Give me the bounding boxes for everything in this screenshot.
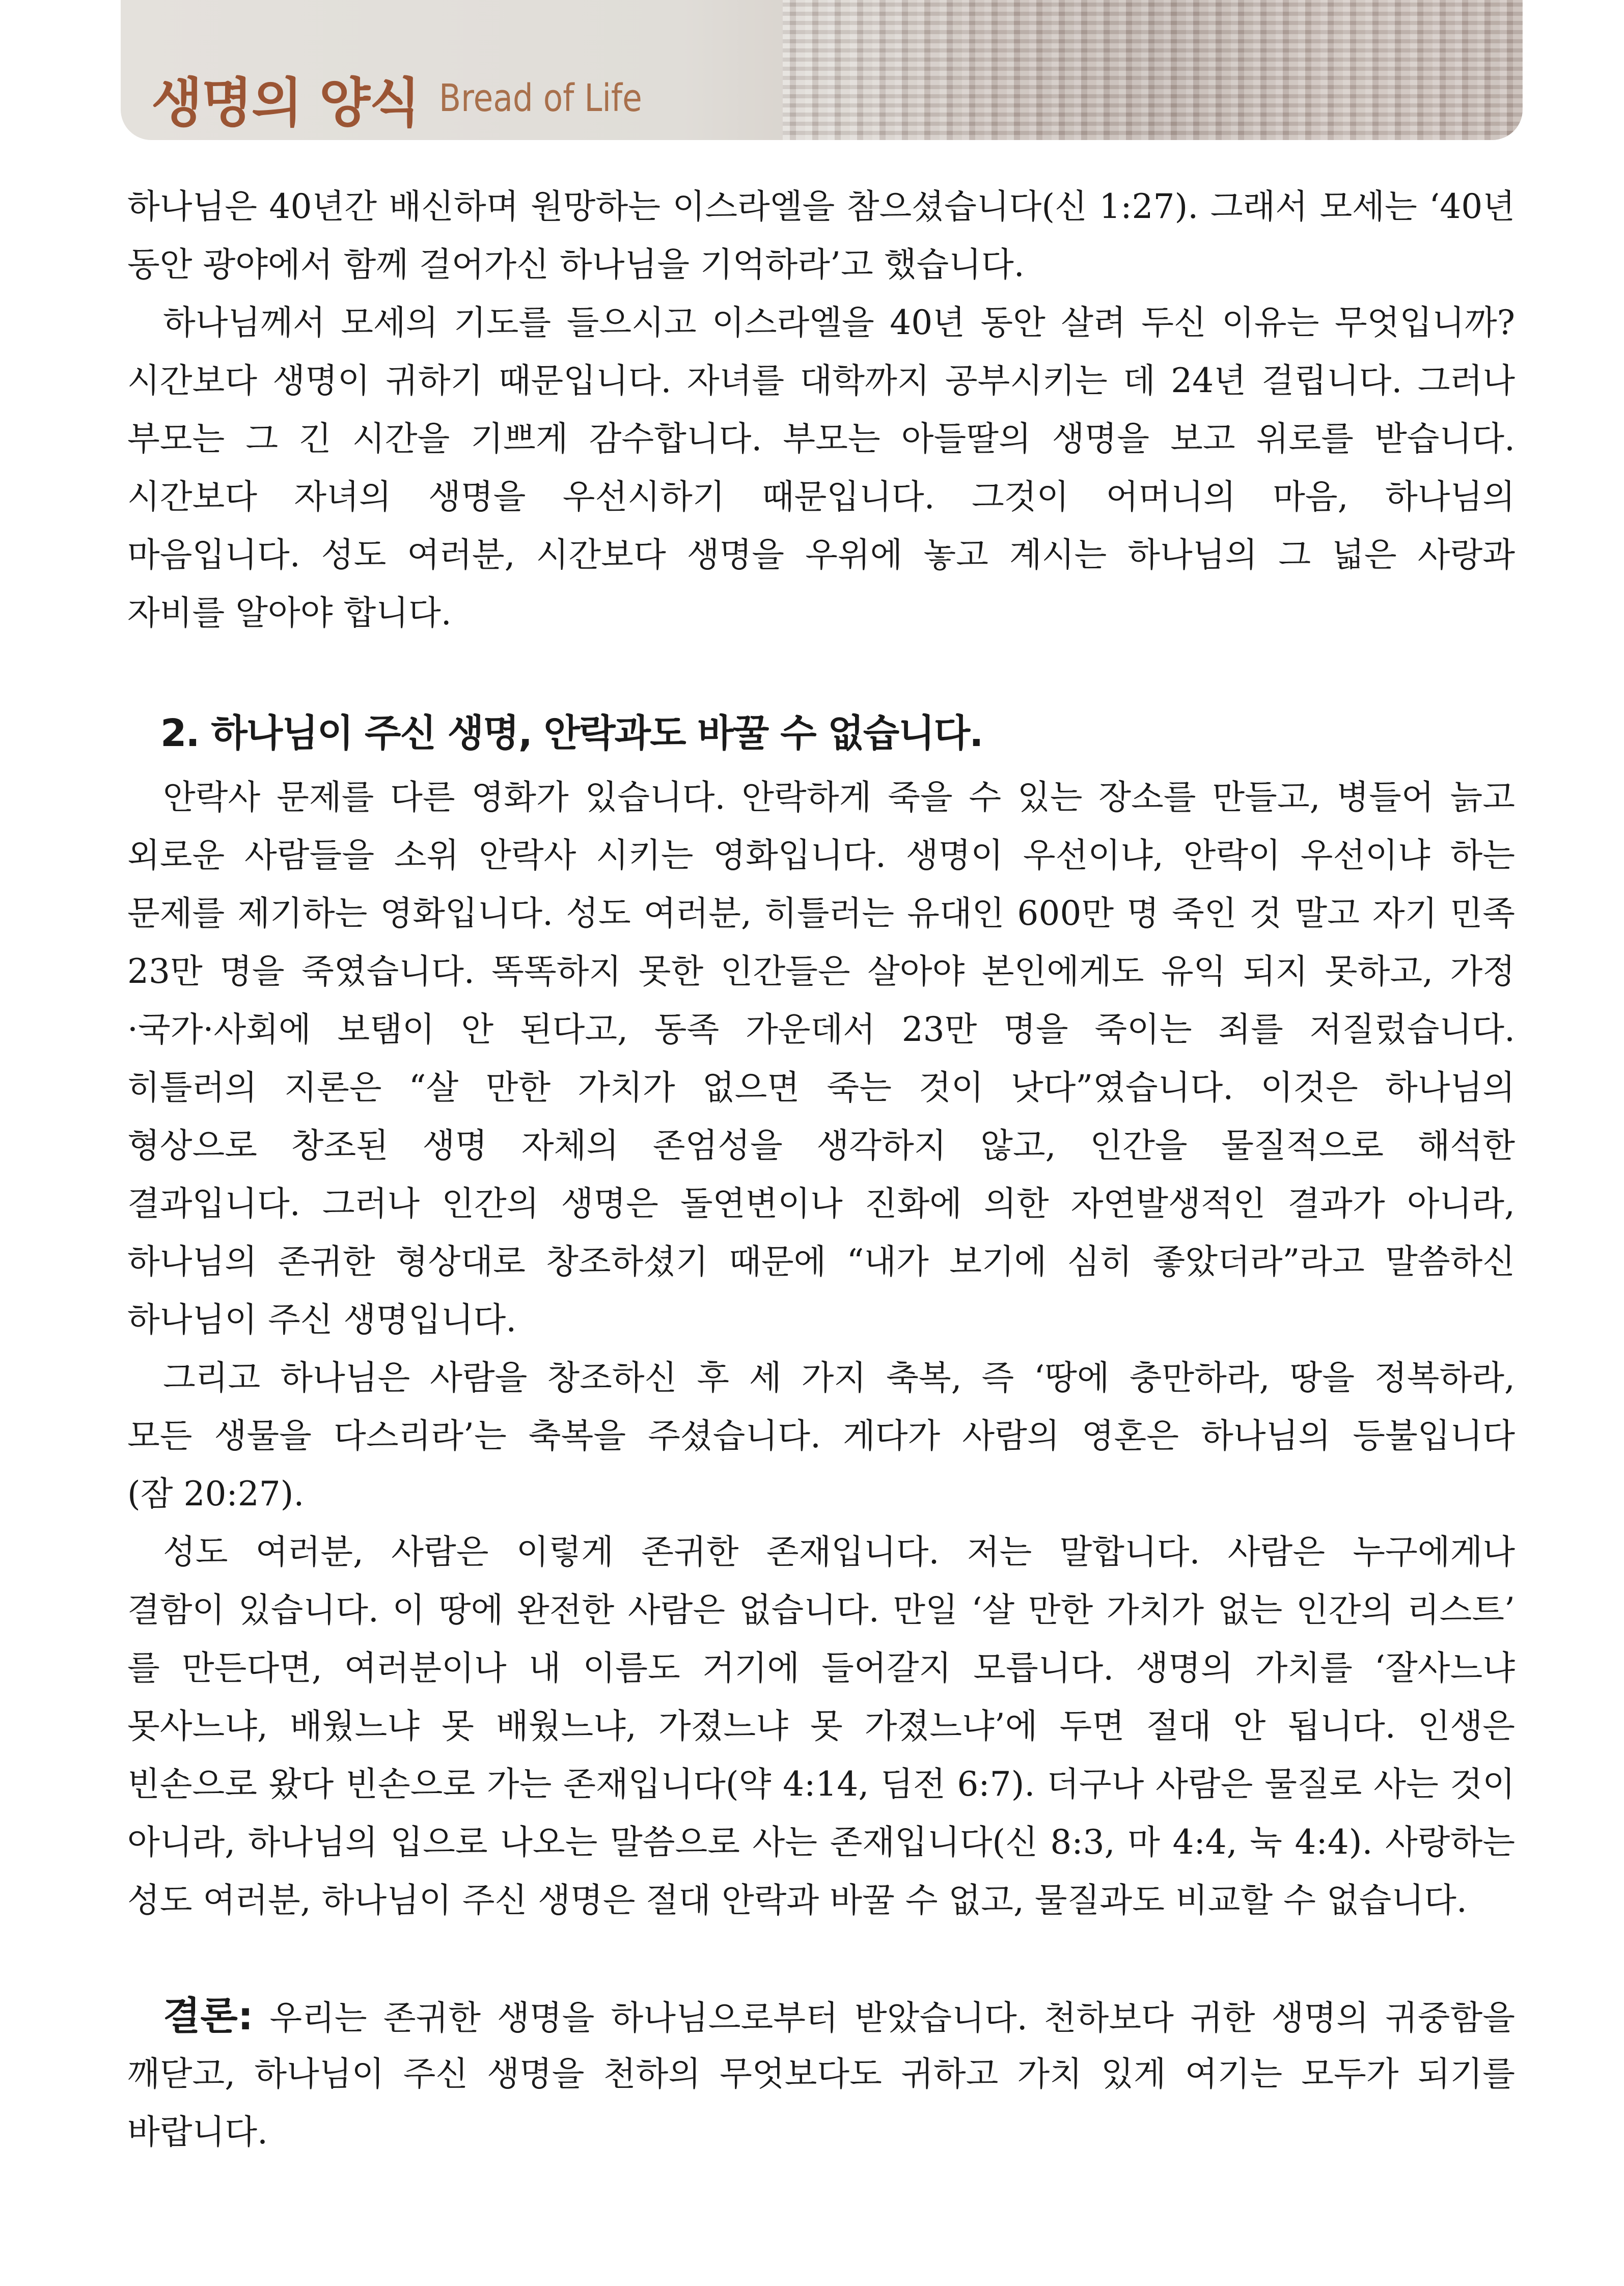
text-line: 그리고 하나님은 사람을 창조하신 후 세 가지 축복, 즉 ‘땅에 충만하라, 땅을 정복하라, bbox=[163, 1358, 1515, 1397]
text-line: 못사느냐, 배웠느냐 못 배웠느냐, 가졌느냐 못 가졌느냐’에 두면 절대 안 됩니다. 인생은 bbox=[127, 1706, 1515, 1746]
paragraph bbox=[127, 1523, 1515, 1930]
paragraph bbox=[127, 1349, 1515, 1523]
text-line: 성도 여러분, 사람은 이렇게 존귀한 존재입니다. 저는 말합니다. 사람은 누구에게나 bbox=[163, 1532, 1515, 1572]
text-line: 부모는 그 긴 시간을 기쁘게 감수합니다. 부모는 아들딸의 생명을 보고 위로를 받습니다. bbox=[127, 419, 1515, 458]
text-line: 시간보다 자녀의 생명을 우선시하기 때문입니다. 그것이 어머니의 마음, 하나님의 bbox=[127, 477, 1515, 516]
conclusion bbox=[127, 1987, 1515, 2161]
section-1 bbox=[127, 178, 1515, 642]
text-line: 안락사 문제를 다른 영화가 있습니다. 안락하게 죽을 수 있는 장소를 만들고, 병들어 늙고 bbox=[163, 778, 1515, 817]
text-line: 하나님의 존귀한 형상대로 창조하셨기 때문에 “내가 보기에 심히 좋았더라”라고 말씀하신 bbox=[127, 1242, 1515, 1281]
text-line: 형상으로 창조된 생명 자체의 존엄성을 생각하지 않고, 인간을 물질적으로 해석한 bbox=[127, 1126, 1515, 1165]
conclusion-text: 우리는 존귀한 생명을 하나님으로부터 받았습니다. 천하보다 귀한 생명의 귀중함을 bbox=[253, 1998, 1515, 2037]
text-line: 문제를 제기하는 영화입니다. 성도 여러분, 히틀러는 유대인 600만 명 죽인 것 말고 자기 민족 bbox=[127, 894, 1515, 933]
text-line: 동안 광야에서 함께 걸어가신 하나님을 기억하라’고 했습니다. bbox=[127, 245, 1025, 284]
text-line: 외로운 사람들을 소위 안락사 시키는 영화입니다. 생명이 우선이냐, 안락이 우선이냐 하는 bbox=[127, 836, 1515, 875]
text-line: 아니라, 하나님의 입으로 나오는 말씀으로 사는 존재입니다(신 8:3, 마 4:4, 눅 4:4). 사랑하는 bbox=[127, 1823, 1515, 1862]
section-2 bbox=[127, 768, 1515, 1930]
page-header-banner bbox=[121, 0, 1523, 140]
text-line: 바랍니다. bbox=[127, 2112, 268, 2152]
text-line: 하나님께서 모세의 기도를 들으시고 이스라엘을 40년 동안 살려 두신 이유는 무엇입니까? bbox=[163, 303, 1515, 342]
column-title: 생명의 양식 bbox=[151, 72, 420, 134]
column-subtitle: Bread of Life bbox=[439, 76, 642, 120]
text-line: 결과입니다. 그러나 인간의 생명은 돌연변이나 진화에 의한 자연발생적인 결과가 아니라, bbox=[127, 1184, 1515, 1223]
text-line: 빈손으로 왔다 빈손으로 가는 존재입니다(약 4:14, 딤전 6:7). 더구나 사람은 물질로 사는 것이 bbox=[127, 1765, 1515, 1804]
paragraph bbox=[127, 768, 1515, 1349]
text-line: 깨닫고, 하나님이 주신 생명을 천하의 무엇보다도 귀하고 가치 있게 여기는 모두가 되기를 bbox=[127, 2054, 1515, 2094]
text-line: 결함이 있습니다. 이 땅에 완전한 사람은 없습니다. 만일 ‘살 만한 가치가 없는 인간의 리스트’ bbox=[127, 1590, 1515, 1630]
conclusion-first-line bbox=[127, 1987, 1515, 2045]
text-line: ·국가·사회에 보탬이 안 된다고, 동족 가운데서 23만 명을 죽이는 죄를 저질렀습니다. bbox=[127, 1010, 1515, 1049]
text-line: 자비를 알아야 합니다. bbox=[127, 593, 452, 632]
text-line: (잠 20:27). bbox=[127, 1474, 305, 1513]
text-line: 23만 명을 죽였습니다. 똑똑하지 못한 인간들은 살아야 본인에게도 유익 되지 못하고, 가정 bbox=[127, 952, 1515, 991]
text-line: 성도 여러분, 하나님이 주신 생명은 절대 안락과 바꿀 수 없고, 물질과도 비교할 수 없습니다. bbox=[127, 1881, 1467, 1920]
article-body bbox=[127, 178, 1515, 2161]
header-texture-overlay bbox=[783, 0, 1523, 140]
conclusion-rest bbox=[127, 2045, 1515, 2161]
section-heading: 2. 하나님이 주신 생명, 안락과도 바꿀 수 없습니다. bbox=[160, 711, 983, 755]
text-line: 모든 생물을 다스리라’는 축복을 주셨습니다. 게다가 사람의 영혼은 하나님의 등불입니다 bbox=[127, 1416, 1515, 1455]
paragraph bbox=[127, 178, 1515, 294]
text-line: 마음입니다. 성도 여러분, 시간보다 생명을 우위에 놓고 계시는 하나님의 그 넓은 사랑과 bbox=[127, 535, 1515, 574]
text-line: 히틀러의 지론은 “살 만한 가치가 없으면 죽는 것이 낫다”였습니다. 이것은 하나님의 bbox=[127, 1068, 1515, 1107]
paragraph bbox=[127, 294, 1515, 642]
text-line: 를 만든다면, 여러분이나 내 이름도 거기에 들어갈지 모릅니다. 생명의 가치를 ‘잘사느냐 bbox=[127, 1648, 1515, 1688]
text-line: 하나님이 주신 생명입니다. bbox=[127, 1300, 517, 1339]
conclusion-label: 결론: bbox=[163, 1993, 254, 2039]
text-line: 시간보다 생명이 귀하기 때문입니다. 자녀를 대학까지 공부시키는 데 24년 걸립니다. 그러나 bbox=[127, 361, 1515, 400]
text-line: 하나님은 40년간 배신하며 원망하는 이스라엘을 참으셨습니다(신 1:27). 그래서 모세는 ‘40년 bbox=[127, 187, 1515, 226]
